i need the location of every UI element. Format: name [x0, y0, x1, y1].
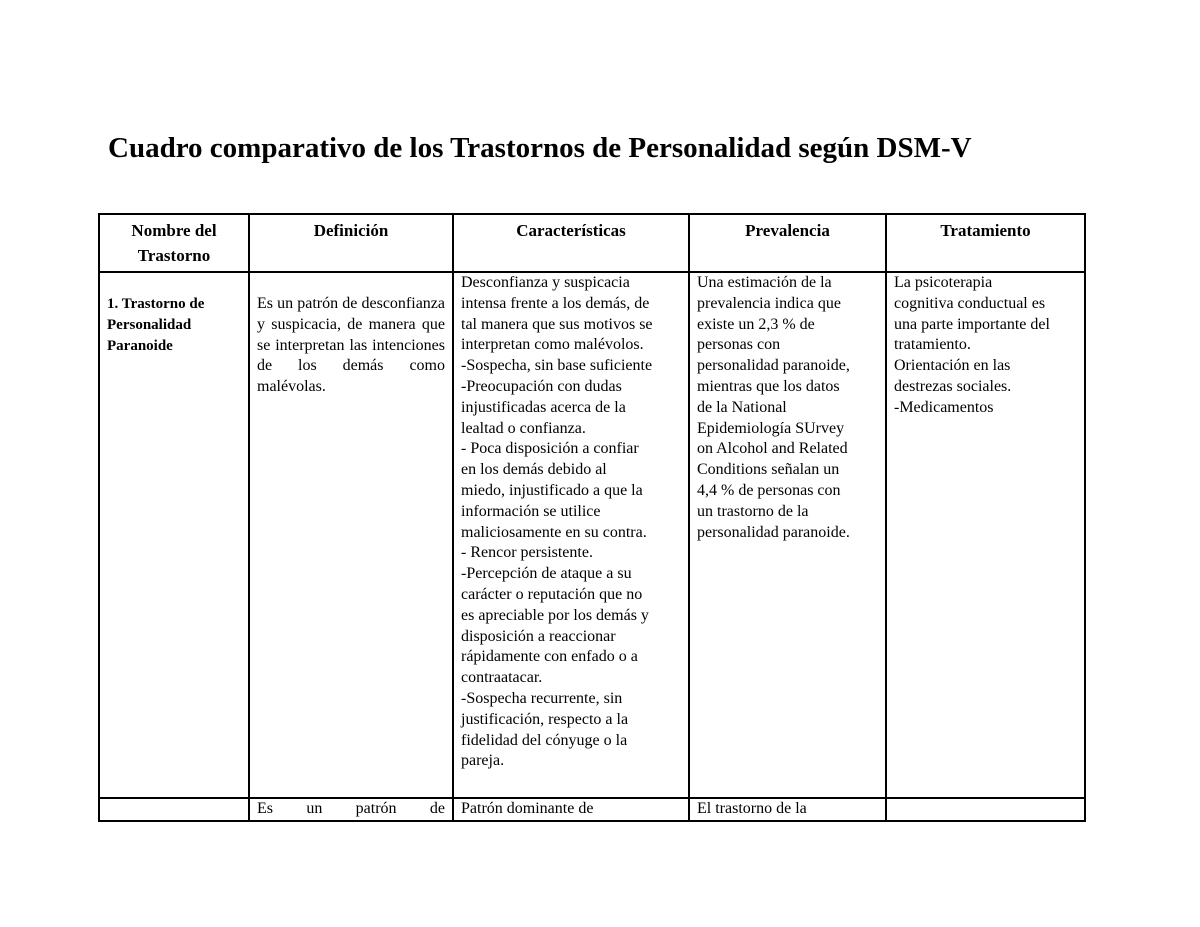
text-line: Conditions señalan un	[697, 461, 840, 479]
text-line: -Sospecha recurrente, sin	[461, 689, 623, 707]
text-line: rápidamente con enfado o a	[461, 648, 638, 666]
text-line: pareja.	[461, 752, 505, 770]
text-line: disposición a reaccionar	[461, 627, 616, 645]
text-line: una parte importante del	[894, 315, 1050, 333]
cell-disorder-name: 1. Trastorno de Personalidad Paranoide	[99, 272, 249, 798]
cell-prevalence: El trastorno de la	[689, 798, 886, 821]
header-name: Nombre del Trastorno	[99, 214, 249, 272]
cell-characteristics	[453, 272, 689, 798]
text-line: destrezas sociales.	[894, 377, 1012, 395]
text-line: injustificadas acerca de la	[461, 398, 626, 416]
text-line: tal manera que sus motivos se	[461, 315, 653, 333]
text-line: un trastorno de la	[697, 502, 809, 520]
text-line: Epidemiología SUrvey	[697, 419, 845, 437]
text-line: en los demás debido al	[461, 461, 607, 479]
text-line: contraatacar.	[461, 669, 543, 687]
text-line: - Rencor persistente.	[461, 544, 593, 562]
cell-characteristics: Patrón dominante de	[453, 798, 689, 821]
text-line: -Preocupación con dudas	[461, 377, 622, 395]
table-row	[99, 798, 1085, 821]
text-line: fidelidad del cónyuge o la	[461, 731, 628, 749]
text-line: información se utilice	[461, 502, 601, 520]
text-line: tratamiento.	[894, 336, 971, 354]
cell-definition: Es un patrón de	[249, 798, 453, 821]
text-line: miedo, injustificado a que la	[461, 481, 643, 499]
text-line: La psicoterapia	[894, 274, 993, 291]
text-line: on Alcohol and Related	[697, 440, 848, 458]
text-line: Desconfianza y suspicacia	[461, 274, 630, 291]
cell-definition: Es un patrón de desconfianza y suspicacia, de manera que se interpretan las intenciones de los demás como malévolas.	[249, 272, 453, 798]
header-characteristics: Características	[453, 214, 689, 272]
text-line: maliciosamente en su contra.	[461, 523, 647, 541]
text-line: carácter o reputación que no	[461, 585, 643, 603]
text-line: personalidad paranoide,	[697, 357, 850, 375]
text-line: es apreciable por los demás y	[461, 606, 649, 624]
text-line: -Medicamentos	[894, 398, 994, 416]
text-line: de la National	[697, 398, 787, 416]
header-prevalence: Prevalencia	[689, 214, 886, 272]
text-line: existe un 2,3 % de	[697, 315, 815, 333]
text-line: prevalencia indica que	[697, 294, 841, 312]
cell-prevalence	[689, 272, 886, 798]
document-title: Cuadro comparativo de los Trastornos de Personalidad según DSM-V	[108, 132, 972, 164]
text-line: - Poca disposición a confiar	[461, 440, 639, 458]
comparison-table	[98, 213, 1086, 822]
header-definition: Definición	[249, 214, 453, 272]
table-row	[99, 272, 1085, 798]
text-line: Orientación en las	[894, 357, 1011, 375]
text-line: personalidad paranoide.	[697, 523, 850, 541]
cell-disorder-name	[99, 798, 249, 821]
text-line: personas con	[697, 336, 781, 354]
text-line: -Sospecha, sin base suficiente	[461, 357, 653, 375]
text-line: -Percepción de ataque a su	[461, 565, 632, 583]
cell-treatment	[886, 272, 1085, 798]
table-header-row	[99, 214, 1085, 272]
cell-treatment	[886, 798, 1085, 821]
text-line: interpretan como malévolos.	[461, 336, 644, 354]
text-line: justificación, respecto a la	[461, 710, 629, 728]
text-line: lealtad o confianza.	[461, 419, 586, 437]
text-line: cognitiva conductual es	[894, 294, 1046, 312]
text-line: intensa frente a los demás, de	[461, 294, 650, 312]
header-treatment: Tratamiento	[886, 214, 1085, 272]
text-line: Una estimación de la	[697, 274, 832, 291]
text-line: mientras que los datos	[697, 377, 840, 395]
text-line: 4,4 % de personas con	[697, 481, 841, 499]
